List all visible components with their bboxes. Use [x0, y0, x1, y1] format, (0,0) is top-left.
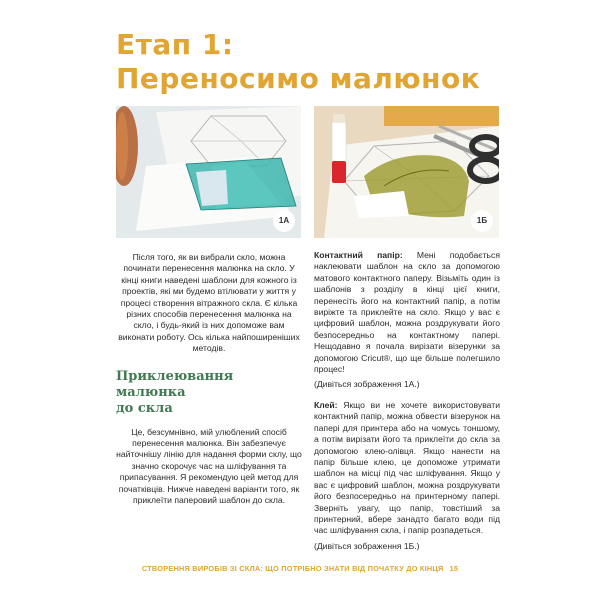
photo-1b-label: 1Б	[471, 210, 493, 232]
glue-term: Клей:	[314, 399, 338, 410]
contact-paper-text: Мені подобається наклеювати шаблон на скло за допомогою матового контактного паперу. Візьміть один із шаблонів з розділу в кінці цієї книги, перенесіть його на контактний папір, а потім виріжте та приклейте на скло. Якщо у вас є цифровий шаблон, можна роздрукувати його безпосередньо на контактному папері. Нещодавно я почала вирізати візерунки за допомогою Cricut®, що ще більше полегшило процес!	[314, 250, 500, 375]
glue-text: Якщо ви не хочете використовувати контактний папір, можна обвести візерунок на папері для принтера або на чомусь тоншому, а потім вирізати його та приклеїти до скла за допомогою клею-олівця. Якщо нанести на папір більше клею, це допоможе утримати шаблон на місці під час шліфування. Якщо у вас є цифровий шаблон, можна роздрукувати його безпосередньо на принтерному папері. Зверніть увагу, що папір, товстіший за принтерний, вбере занадто багато води під час шліфування скла, і папір розпадеться.	[314, 399, 500, 536]
contact-paper-term: Контактний папір:	[314, 250, 403, 260]
section-subheading	[116, 369, 302, 417]
photo-1a-label: 1A	[273, 210, 295, 232]
page-number: 15	[449, 564, 459, 573]
intro-paragraph: Після того, як ви вибрали скло, можна починати перенесення малюнка на скло. У кінці книги наведені шаблони для кожного із проектів, які ми будемо втілювати у життя у процесі створення вітражного скла. Є кілька різних способів перенесення малюнка на скло, і будь-який із них допоможе вам виконати роботу. Ось кілька найпоширеніших методів.	[118, 252, 300, 354]
glue-paragraph	[314, 400, 500, 537]
page-footer	[0, 564, 600, 573]
contact-paper-paragraph	[314, 250, 500, 375]
page-title	[116, 28, 536, 96]
photo-1b	[314, 106, 499, 238]
photo-1a	[116, 106, 301, 238]
page-title-line-1: Етап 1:	[116, 28, 234, 61]
section-subheading-line-2: до скла	[116, 400, 173, 416]
contact-paper-reference: (Дивіться зображення 1А.)	[314, 379, 420, 390]
section-subheading-line-1: Приклеювання малюнка	[116, 368, 234, 400]
page-title-line-2: Переносимо малюнок	[116, 62, 481, 95]
footer-running-title: СТВОРЕННЯ ВИРОБІВ ЗІ СКЛА: ЩО ПОТРІБНО ЗНАТИ ВІД ПОЧАТКУ ДО КІНЦЯ	[141, 564, 444, 573]
method-paragraph: Це, безсумнівно, мій улюблений спосіб перенесення малюнка. Він забезпечує найточнішу лінію для надання форми склу, що значно скорочує час на шліфування та припасування. Я рекомендую цей метод для початківців. Нижче наведені варіанти того, як приклеїти паперовий шаблон до скла.	[116, 426, 302, 506]
glue-reference: (Дивіться зображення 1Б.)	[314, 540, 420, 551]
right-column	[314, 250, 500, 561]
left-column	[116, 252, 302, 511]
